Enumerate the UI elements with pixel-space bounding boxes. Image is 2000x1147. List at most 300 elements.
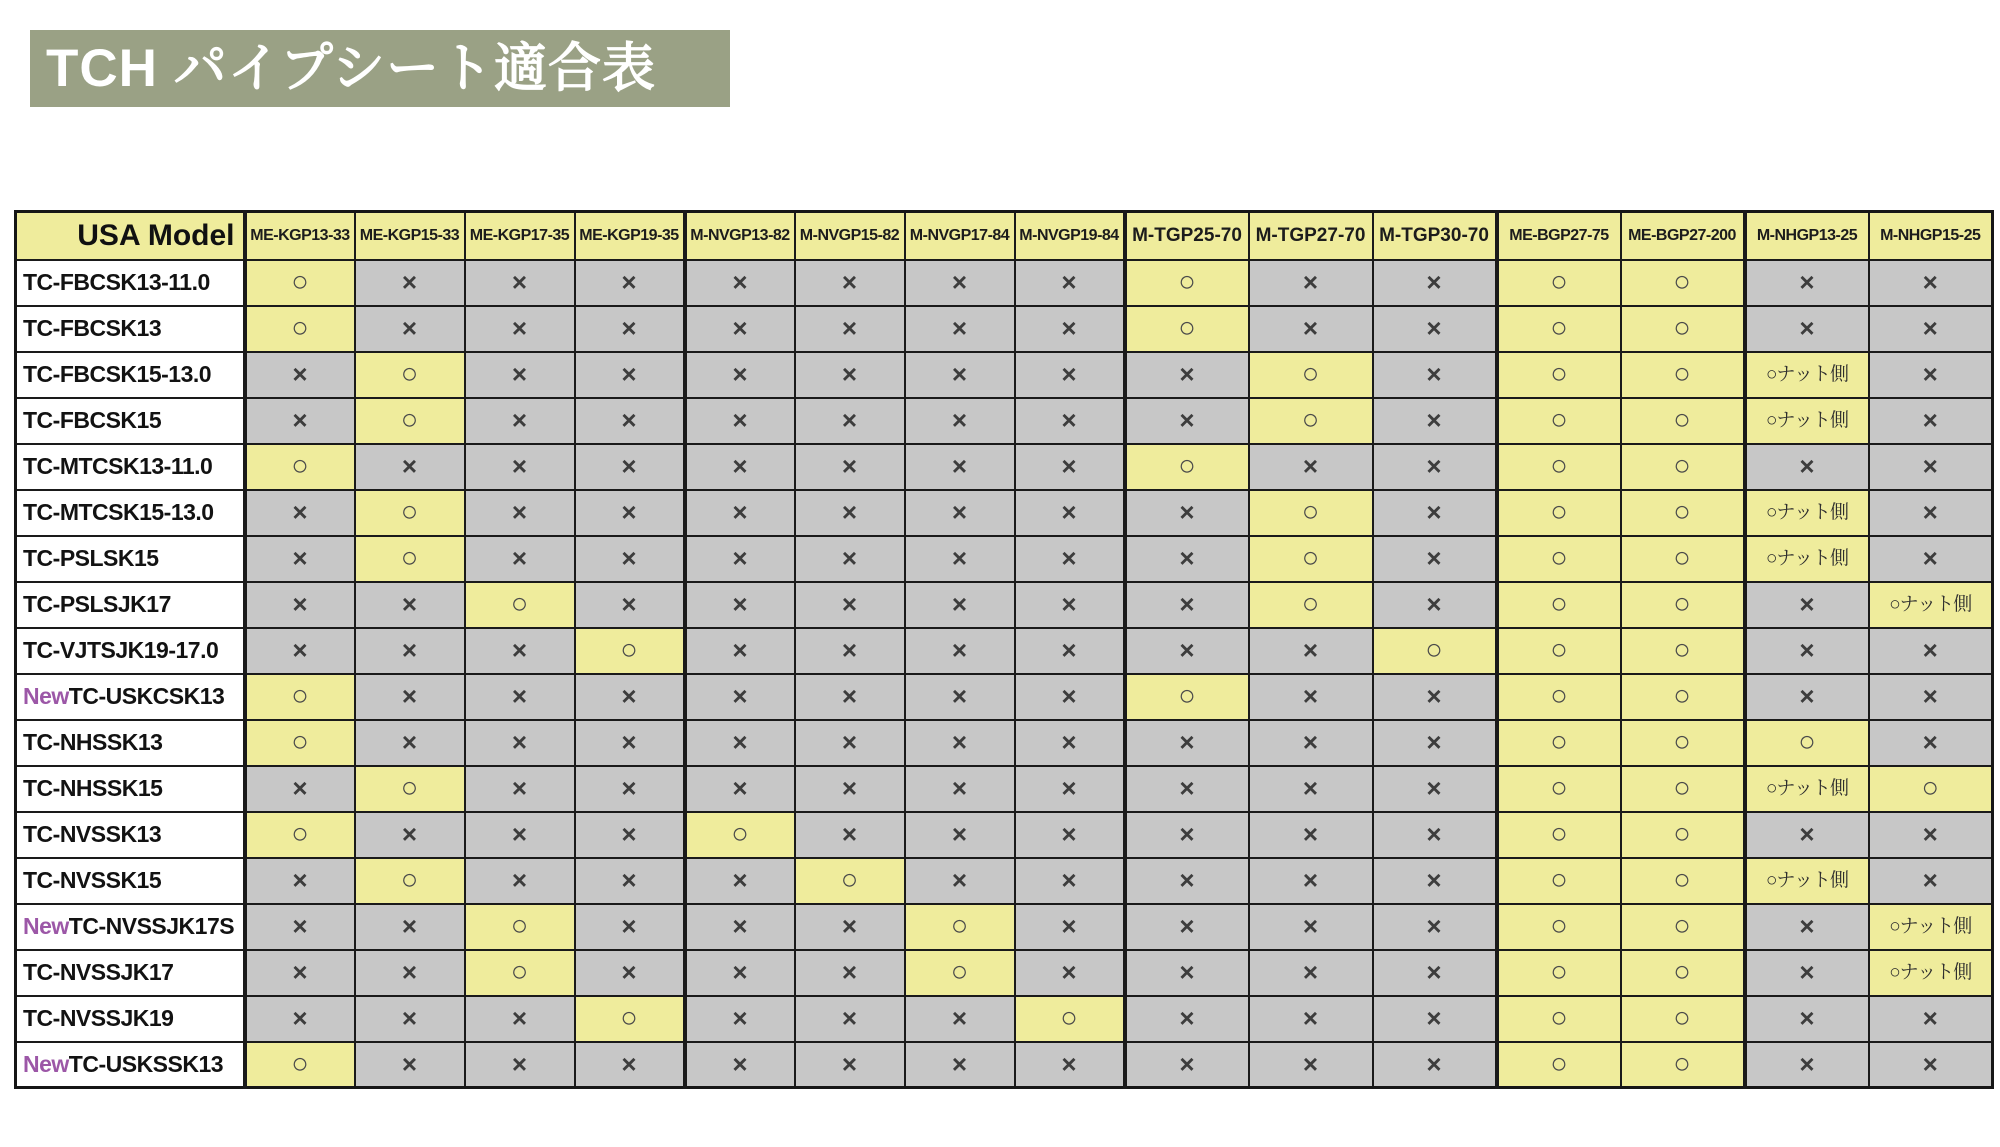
compat-cell [575,490,685,536]
compat-cell [575,352,685,398]
cross-mark: × [732,405,748,435]
cross-mark: × [1302,727,1319,757]
compat-cell [575,950,685,996]
cross-mark: × [621,543,637,573]
compat-cell [685,858,795,904]
circle-mark: ○ [1921,772,1940,804]
compat-cell [1497,1042,1621,1088]
compat-cell [575,582,685,628]
compat-cell [795,904,905,950]
compat-cell [685,950,795,996]
row-label: NewTC-NVSSJK17S [16,904,245,950]
table-wrap [14,210,2000,1089]
row-label: TC-MTCSK15-13.0 [16,490,245,536]
circle-mark: ○ [1673,772,1691,804]
cross-mark: × [1061,865,1077,895]
cross-mark: × [511,543,528,573]
compat-cell [685,996,795,1042]
compat-cell [1497,490,1621,536]
compat-cell [1497,628,1621,674]
cross-mark: × [1426,451,1442,481]
cross-mark: × [401,1003,418,1033]
compat-cell [1869,674,1993,720]
compat-cell [905,260,1015,306]
cross-mark: × [1061,911,1077,941]
row-label: NewTC-USKCSK13 [16,674,245,720]
cross-mark: × [292,865,308,895]
circle-mark: ○ [620,634,638,666]
compat-cell [245,1042,355,1088]
compat-cell [1249,490,1373,536]
cross-mark: × [732,267,748,297]
compat-cell [1015,398,1125,444]
cross-mark: × [511,497,528,527]
cross-mark: × [1922,635,1938,665]
compat-cell [905,306,1015,352]
compat-cell [465,950,575,996]
cross-mark: × [1426,589,1442,619]
cross-mark: × [1426,543,1442,573]
compat-cell [465,996,575,1042]
table-row [16,858,1993,904]
compat-cell [1497,996,1621,1042]
cross-mark: × [841,1048,858,1079]
circle-mark: ○ [400,404,419,436]
compat-cell [355,536,465,582]
circle-mark: ○ [1550,1047,1568,1080]
cross-mark: × [292,589,308,619]
circle-mark: ○ [840,864,859,896]
compat-cell [465,260,575,306]
compat-cell [1373,352,1497,398]
circle-mark: ○ [1673,818,1691,850]
compat-cell [575,858,685,904]
compat-cell [1745,536,1869,582]
circle-mark: ○ [1178,450,1196,482]
compat-cell [1373,628,1497,674]
cross-mark: × [841,681,858,711]
compat-table [14,210,1994,1089]
compat-cell [685,904,795,950]
nut-side-mark: ○ナット側 [1765,547,1849,569]
compat-cell [1249,582,1373,628]
circle-mark: ○ [510,956,529,988]
cross-mark: × [511,1048,528,1079]
cross-mark: × [1426,1003,1442,1033]
compat-cell [685,260,795,306]
cross-mark: × [1922,497,1938,527]
circle-mark: ○ [1550,772,1568,804]
compat-cell [1249,444,1373,490]
compat-cell [1373,306,1497,352]
circle-mark: ○ [1673,450,1691,482]
compat-cell [1497,904,1621,950]
cross-mark: × [841,497,858,527]
compat-cell [1869,444,1993,490]
nut-side-mark: ○ナット側 [1765,869,1849,891]
cross-mark: × [621,773,637,803]
cross-mark: × [1799,267,1815,297]
circle-mark: ○ [1673,588,1691,620]
compat-cell [245,766,355,812]
circle-mark: ○ [1550,542,1568,574]
cross-mark: × [1061,773,1077,803]
circle-mark: ○ [400,772,419,804]
cross-mark: × [1302,451,1319,481]
circle-mark: ○ [1301,358,1320,390]
cross-mark: × [841,359,858,389]
circle-mark: ○ [1550,864,1568,896]
compat-cell [355,812,465,858]
col-header: ME-KGP13-33 [245,212,355,260]
title-banner [30,30,730,107]
compat-cell [1125,766,1249,812]
compat-cell [1125,858,1249,904]
cross-mark: × [292,957,308,987]
compat-cell [1373,720,1497,766]
compat-cell [1373,260,1497,306]
compat-cell [1869,352,1993,398]
row-label: TC-FBCSK15 [16,398,245,444]
compat-cell [795,260,905,306]
row-label: TC-NVSSK13 [16,812,245,858]
col-header: M-TGP25-70 [1125,212,1249,260]
cross-mark: × [1061,451,1077,481]
circle-mark: ○ [1550,1002,1568,1034]
cross-mark: × [841,543,858,573]
compat-cell [1497,536,1621,582]
cross-mark: × [1179,957,1195,987]
circle-mark: ○ [950,956,969,988]
compat-cell [245,674,355,720]
compat-cell [685,582,795,628]
compat-cell [1621,444,1745,490]
compat-cell [355,582,465,628]
compat-cell [1125,490,1249,536]
col-header: M-TGP30-70 [1373,212,1497,260]
compat-cell [245,398,355,444]
circle-mark: ○ [291,450,309,482]
circle-mark: ○ [1673,680,1691,712]
cross-mark: × [1061,681,1077,711]
table-row [16,490,1993,536]
compat-cell [1869,904,1993,950]
compat-cell [685,766,795,812]
col-header: M-TGP27-70 [1249,212,1373,260]
circle-mark: ○ [510,910,529,942]
compat-cell [685,490,795,536]
circle-mark: ○ [1178,312,1196,344]
cross-mark: × [621,727,637,757]
compat-cell [465,306,575,352]
cross-mark: × [951,727,968,757]
row-label: NewTC-USKSSK13 [16,1042,245,1088]
compat-cell [245,260,355,306]
col-header: M-NHGP15-25 [1869,212,1993,260]
compat-cell [1497,674,1621,720]
cross-mark: × [1426,819,1442,849]
compat-cell [1249,398,1373,444]
compat-cell [1869,398,1993,444]
compat-cell [1373,766,1497,812]
compat-cell [1869,306,1993,352]
cross-mark: × [292,635,308,665]
compat-cell [245,858,355,904]
table-row [16,1042,1993,1088]
cross-mark: × [951,405,968,435]
circle-mark: ○ [1550,588,1568,620]
compat-cell [1869,628,1993,674]
cross-mark: × [401,681,418,711]
compat-cell [465,674,575,720]
cross-mark: × [401,313,418,343]
compat-cell [905,674,1015,720]
nut-side-mark: ○ナット側 [1765,777,1849,799]
circle-mark: ○ [1301,496,1320,528]
compat-cell [465,398,575,444]
cross-mark: × [951,1048,968,1079]
compat-cell [1745,352,1869,398]
circle-mark: ○ [1673,404,1691,436]
compat-cell [355,766,465,812]
cross-mark: × [1061,727,1077,757]
circle-mark: ○ [1798,726,1816,758]
compat-cell [245,352,355,398]
compat-cell [1869,950,1993,996]
cross-mark: × [1922,681,1938,711]
circle-mark: ○ [1550,634,1568,666]
circle-mark: ○ [950,910,969,942]
compat-cell [1015,1042,1125,1088]
cross-mark: × [841,819,858,849]
compat-cell [905,812,1015,858]
compat-cell [355,996,465,1042]
compat-cell [1249,720,1373,766]
compat-cell [1869,490,1993,536]
compat-cell [1015,306,1125,352]
cross-mark: × [841,313,858,343]
new-badge: New [23,1050,69,1077]
cross-mark: × [1922,819,1938,849]
cross-mark: × [732,681,748,711]
circle-mark: ○ [1673,1047,1691,1080]
cross-mark: × [841,1003,858,1033]
cross-mark: × [1179,589,1195,619]
cross-mark: × [1061,543,1077,573]
compat-cell [1869,996,1993,1042]
circle-mark: ○ [731,818,749,850]
compat-cell [1497,812,1621,858]
cross-mark: × [951,773,968,803]
cross-mark: × [841,773,858,803]
circle-mark: ○ [1178,266,1196,298]
table-row [16,444,1993,490]
compat-cell [1373,996,1497,1042]
compat-cell [1373,674,1497,720]
circle-mark: ○ [1550,312,1568,344]
cross-mark: × [401,911,418,941]
compat-cell [575,306,685,352]
row-label: TC-NVSSK15 [16,858,245,904]
compat-cell [905,582,1015,628]
cross-mark: × [511,681,528,711]
compat-cell [355,950,465,996]
compat-cell [245,996,355,1042]
circle-mark: ○ [1673,726,1691,758]
compat-cell [1125,674,1249,720]
cross-mark: × [401,267,418,297]
compat-cell [1497,766,1621,812]
compat-cell [1125,812,1249,858]
compat-cell [1745,306,1869,352]
col-header: ME-BGP27-75 [1497,212,1621,260]
compat-cell [1015,950,1125,996]
row-label: TC-VJTSJK19-17.0 [16,628,245,674]
compat-cell [1125,352,1249,398]
cross-mark: × [1179,359,1195,389]
compat-cell [1745,720,1869,766]
compat-cell [1015,904,1125,950]
compat-cell [1125,444,1249,490]
cross-mark: × [732,589,748,619]
cross-mark: × [1179,497,1195,527]
circle-mark: ○ [291,680,309,712]
row-label: TC-PSLSJK17 [16,582,245,628]
compat-cell [1373,1042,1497,1088]
compat-cell [355,490,465,536]
compat-cell [355,444,465,490]
page-title: TCH パイプシート適合表 [46,39,656,98]
cross-mark: × [1922,865,1938,895]
compat-cell [1125,536,1249,582]
cross-mark: × [1426,773,1442,803]
compat-cell [1745,674,1869,720]
circle-mark: ○ [1673,312,1691,344]
cross-mark: × [292,911,308,941]
cross-mark: × [951,267,968,297]
cross-mark: × [1061,497,1077,527]
compat-cell [1015,996,1125,1042]
col-header: M-NHGP13-25 [1745,212,1869,260]
compat-cell [1745,260,1869,306]
compat-cell [795,950,905,996]
compat-cell [1015,352,1125,398]
cross-mark: × [1426,497,1442,527]
compat-cell [465,444,575,490]
circle-mark: ○ [1673,496,1691,528]
table-row [16,352,1993,398]
compat-cell [355,904,465,950]
cross-mark: × [1061,957,1077,987]
compat-cell [1249,812,1373,858]
cross-mark: × [732,773,748,803]
compat-cell [245,490,355,536]
compat-cell [685,674,795,720]
cross-mark: × [732,727,748,757]
compat-cell [1373,950,1497,996]
compat-cell [1869,720,1993,766]
cross-mark: × [511,819,528,849]
circle-mark: ○ [400,864,419,896]
row-label: TC-NVSSJK19 [16,996,245,1042]
compat-cell [905,352,1015,398]
col-header: ME-BGP27-200 [1621,212,1745,260]
compat-cell [1497,444,1621,490]
circle-mark: ○ [1550,496,1568,528]
compat-cell [1745,996,1869,1042]
cross-mark: × [951,451,968,481]
compat-cell [1015,812,1125,858]
compat-cell [1745,628,1869,674]
compat-cell [1621,674,1745,720]
compat-cell [685,536,795,582]
cross-mark: × [292,773,308,803]
cross-mark: × [732,1003,748,1033]
compat-cell [1373,536,1497,582]
compat-cell [1373,812,1497,858]
compat-cell [245,582,355,628]
compat-cell [1373,490,1497,536]
compat-cell [1249,996,1373,1042]
compat-cell [1497,260,1621,306]
cross-mark: × [1426,267,1442,297]
cross-mark: × [951,313,968,343]
circle-mark: ○ [1673,956,1691,988]
compat-cell [905,628,1015,674]
cross-mark: × [1302,635,1319,665]
cross-mark: × [1426,681,1442,711]
cross-mark: × [1799,451,1815,481]
compat-cell [1869,536,1993,582]
compat-cell [1373,858,1497,904]
cross-mark: × [401,451,418,481]
compat-cell [795,352,905,398]
cross-mark: × [511,773,528,803]
cross-mark: × [951,819,968,849]
table-row [16,582,1993,628]
compat-cell [465,812,575,858]
cross-mark: × [511,451,528,481]
compat-cell [1373,398,1497,444]
compat-cell [1621,858,1745,904]
compat-cell [1869,582,1993,628]
compat-cell [685,1042,795,1088]
compat-cell [465,352,575,398]
circle-mark: ○ [291,1047,309,1080]
compat-cell [1249,536,1373,582]
compat-cell [795,674,905,720]
compat-cell [905,1042,1015,1088]
compat-cell [1621,490,1745,536]
cross-mark: × [1302,1003,1319,1033]
compat-cell [1745,858,1869,904]
compat-cell [1621,352,1745,398]
cross-mark: × [1799,635,1815,665]
cross-mark: × [1799,957,1815,987]
compat-cell [465,628,575,674]
cross-mark: × [1799,313,1815,343]
cross-mark: × [841,451,858,481]
row-label: TC-MTCSK13-11.0 [16,444,245,490]
circle-mark: ○ [1673,542,1691,574]
circle-mark: ○ [291,266,309,298]
cross-mark: × [841,957,858,987]
nut-side-mark: ○ナット側 [1889,915,1972,937]
circle-mark: ○ [1301,588,1320,620]
cross-mark: × [1922,543,1938,573]
cross-mark: × [841,405,858,435]
col-header: M-NVGP13-82 [685,212,795,260]
